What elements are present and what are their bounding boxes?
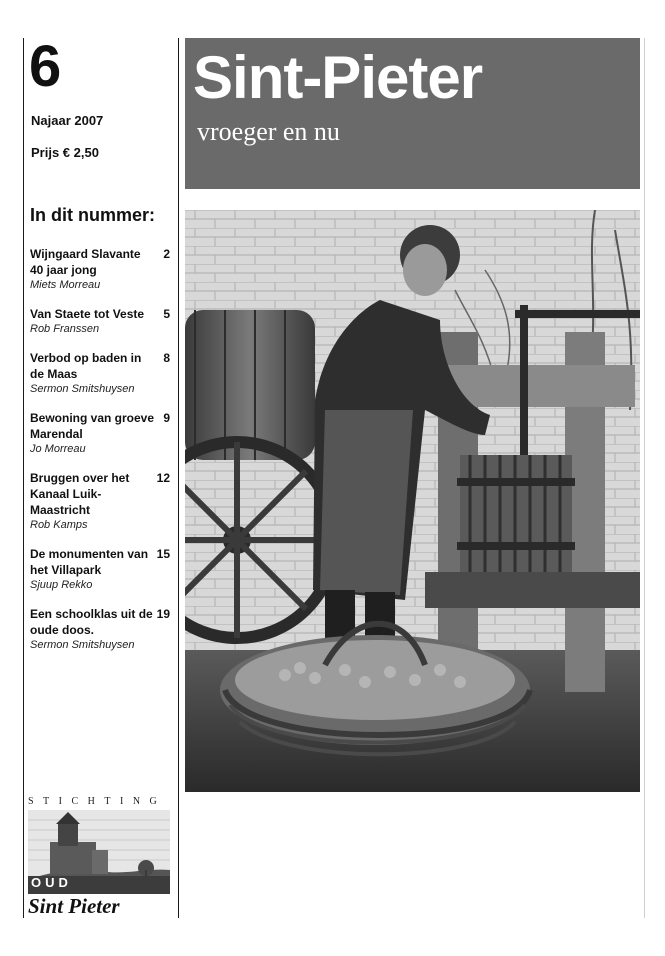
toc-item	[30, 350, 174, 397]
toc-item-title: Wijngaard Slavante 40 jaar jong	[30, 247, 141, 277]
toc-item-title: Bruggen over het Kanaal Luik-Maastricht	[30, 471, 130, 517]
toc-item-title: Verbod op baden in de Maas	[30, 351, 142, 381]
table-of-contents	[30, 246, 174, 666]
toc-item-title: Bewoning van groeve Marendal	[30, 411, 155, 441]
toc-item-title: De monumenten van het Villapark	[30, 547, 149, 577]
toc-item-author: Sermon Smitshuysen	[30, 383, 135, 395]
toc-item-title: Een schoolklas uit de oude doos.	[30, 607, 153, 637]
toc-item	[30, 546, 174, 593]
magazine-title: Sint-Pieter	[193, 44, 483, 111]
issue-price: Prijs € 2,50	[31, 145, 99, 160]
toc-item	[30, 246, 174, 293]
logo-name-text: Sint Pieter	[28, 894, 120, 918]
right-rule	[644, 38, 645, 918]
toc-item	[30, 470, 174, 533]
toc-item-page: 5	[163, 307, 170, 321]
toc-item	[30, 306, 174, 337]
toc-item-page: 8	[163, 351, 170, 365]
toc-item-title: Van Staete tot Veste	[30, 307, 145, 321]
foundation-logo	[28, 796, 172, 922]
left-rule	[23, 38, 24, 918]
toc-item-page: 19	[156, 607, 170, 621]
toc-item-page: 9	[163, 411, 170, 425]
toc-item-author: Rob Franssen	[30, 323, 100, 335]
cover-photo	[185, 210, 640, 792]
masthead	[185, 38, 640, 189]
column-divider	[178, 38, 179, 918]
toc-item-page: 15	[156, 547, 170, 561]
logo-stichting-text: STICHTING	[28, 796, 167, 807]
logo-oud-text: OUD	[31, 875, 72, 890]
toc-item	[30, 606, 174, 653]
toc-item-author: Miets Morreau	[30, 279, 101, 291]
toc-item-page: 2	[163, 247, 170, 261]
toc-item-author: Sermon Smitshuysen	[30, 639, 135, 651]
toc-item-page: 12	[156, 471, 170, 485]
toc-item-author: Jo Morreau	[30, 443, 86, 455]
cover-photo-illustration	[185, 210, 640, 792]
issue-season: Najaar 2007	[31, 113, 104, 128]
toc-item-author: Rob Kamps	[30, 519, 88, 531]
issue-number: 6	[29, 34, 61, 99]
magazine-subtitle: vroeger en nu	[197, 117, 340, 146]
toc-item	[30, 410, 174, 457]
toc-heading: In dit nummer:	[30, 205, 155, 225]
toc-item-author: Sjuup Rekko	[30, 579, 93, 591]
